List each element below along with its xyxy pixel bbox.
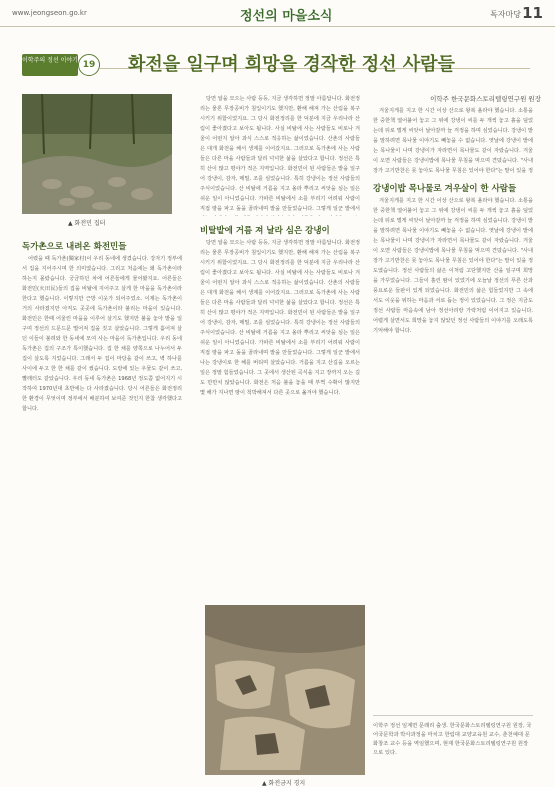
section-label: 독자마당 [490,10,521,19]
column-3-text [373,196,533,708]
series-label: 이학주의 정선 이야기 [22,54,78,76]
column-2-text [200,238,360,600]
column-1-paragraph: 어렸을 때 독가촌(獨家村)이 우리 동네에 생겼습니다. 강자기 정부에서 집을 지어주시며 한 의미였습니다. 그리고 처음에는 왜 독가촌이라 하는지 몰랐습니다. 궁금하던 차에 어른들에게 물어봤지요. 어른들은 화전민(火田民)들의 집을 비탈에 지어주고 살게 한 마을을 독가촌이라 한다고 했습니다. 이렇지만 근방 이웃가 되어주었소. 이제는 독가촌이 거의 사라졌지만 아직도 곳곳에 독가촌이라 불리는 마을이 있습니다. 화전민은 한때 어울린 마을을 이루어 살기도 했지만 불을 놓아 밭을 일구며 정선의 드문드문 떨어져 집을 짓고 살았습니다. 그렇게 흩어져 살던 이들이 불려와 한 동네에 모여 사는 마을이 독가촌입니다. 우리 동네 독가촌은 집의 구조가 특이했습니다. 집 한 채를 양쪽으로 나누어서 두 집이 살도록 지었습니다. 그래서 두 집이 마당을 같이 쓰고, 벽 하나를 사이에 두고 한 한 채를 같이 썼습니다. 도랑에 있는 우물도 같이 쓰고, 빨래터도 같았습니다. 우리 동네 독가촌은 1968년 정도쯤 없어지기 시작하여 1970년대 초반에는 다 사라졌습니다. 당시 어른들은 화전정리 한 환경이 무엇이며 정부에서 배분하여 보여준 것인지 한참 생각했다고 합니다. [22,256,182,412]
photo1-caption: ▲ 화전민 집터 [68,220,106,227]
column-3-paragraph: 겨울지게를 지고 한 시간 이상 산으로 왕복 올라야 했습니다. 소통을 한 중한책 열어붙어 놓고 그 위에 강냉이 씨를 두 개씩 놓고 흙을 덮었는데 뒤로 벌게 씨앗이 날아갈까 늘 걱정을 하며 심었습니다. 강냉이 밭을 말하려면 목나물 이야기도 빼놓을 수 없습니다. 엿날에 강냉이 밭에는 목나물이 나며 강냉이가 자라면서 목나물도 같이 자랐습니다. 겨울이 오면 사람들은 강냉이밥에 목나물 무침을 먹으며 견뎠습니다. "사내 장가 고기반찬은 못 놓아도 목나물 무침은 있어야 한다"는 말이 있을 정 [373,108,533,174]
column-2-top-text [200,94,360,216]
subheading-1: 독가촌으로 내려온 화전민들 [22,242,127,252]
page-number: 11 [522,4,543,22]
byline: 이학주 한국문화스토리텔링연구원 원장 [430,95,541,103]
column-2-paragraph-b: 당면 알을 모으는 사람 등등, 지금 생각하면 정말 아름답니다. 화전정리는 물론 무장공비가 침입이기도 했지만, 환해 해져 가는 산림을 복구시키기 위함이었지요. 그 당시 화전정리를 한 덕분에 지금 우리나라 산림이 좋아졌다고 보아도 됩니다. 사실 비탈에 사는 사람들도 비로나 겨울이 어떤지 알아 과식 스스로 적응하는 삶이었습니다. 산촌의 사람들은 대개 화전을 해서 생계를 이어갔지요. 그러므로 독가촌에 사는 사람들은 다른 마을 사람들과 달리 넉넉한 삶을 살았다고 합니다. 정선은 특히 산이 많고 평야가 적은 지역입니다. 화전민이 된 사람들은 밭을 일구어 강냉이, 감자, 메밀, 조를 심었습니다. 특히 강냉이는 정선 사람들의 주식이었습니다. 산 비탈에 거름을 지고 올라 뿌리고 씨앗을 심는 일은 쉬운 일이 아니었습니다. 가파른 비탈에서 소를 부리기 어려워 사람이 직접 땅을 파고 돌을 골라내며 밭을 만들었습니다. 그렇게 일군 밭에서 나는 강냉이로 한 해를 버티며 살았습니다. 거름을 지고 산길을 오르는 일은 정말 힘들었습니다. 그 곳에서 생산된 곡식을 지고 장까지 오는 길도 만만치 않았습니다. 화전은 처음 불을 놓을 때 부쩍 수확이 많지만 몇 해가 지나면 땅이 척박해져서 다른 곳으로 옮겨야 했습니다. [200,240,360,396]
magazine-logo: 정선의 마을소식 [240,9,333,24]
subheading-2: 비탈밭에 거름 져 날라 심은 강냉이 [200,226,330,236]
subheading-3: 강냉이밥 목나물로 겨우살이 한 사람들 [373,184,517,194]
site-url[interactable]: www.jeongseon.go.kr [12,9,87,17]
author-bio-text: 이학주 정선 임계면 문래리 출생. 한국문화스토리텔링연구원 원장, 국어국문학과 박사과정을 마치고 한림대 교양교육원 교수, 춘천예대 문화창조 교수 등을 역임했으며, 현재 한국문화스토리텔링연구원 원장으로 있다. [373,723,532,756]
column-2-paragraph: 당면 알을 모으는 사람 등등, 지금 생각하면 정말 아름답니다. 화전정리는 물론 무장공비가 침입이기도 했지만, 환해 해져 가는 산림을 복구시키기 위함이었지요. 그 당시 화전정리를 한 덕분에 지금 우리나라 산림이 좋아졌다고 보아도 됩니다. 사실 비탈에 사는 사람들도 비로나 겨울이 어떤지 알아 과식 스스로 적응하는 삶이었습니다. 산촌의 사람들은 대개 화전을 해서 생계를 이어갔지요. 그러므로 독가촌에 사는 사람들은 다른 마을 사람들과 달리 넉넉한 삶을 살았다고 합니다. 정선은 특히 산이 많고 평야가 적은 지역입니다. 화전민이 된 사람들은 밭을 일구어 강냉이, 감자, 메밀, 조를 심었습니다. 특히 강냉이는 정선 사람들의 주식이었습니다. 산 비탈에 거름을 지고 올라 뿌리고 씨앗을 심는 일은 쉬운 일이 아니었습니다. 가파른 비탈에서 소를 부리기 어려워 사람이 직접 땅을 파고 돌을 골라내며 밭을 만들었습니다. 그렇게 일군 밭에서 [200,96,360,212]
column-3-paragraph-b: 겨울지게를 지고 한 시간 이상 산으로 왕복 올라야 했습니다. 소통을 한 중한책 열어붙어 놓고 그 위에 강냉이 씨를 두 개씩 놓고 흙을 덮었는데 뒤로 벌게 씨앗이 날아갈까 늘 걱정을 하며 심었습니다. 강냉이 밭을 말하려면 목나물 이야기도 빼놓을 수 없습니다. 엿날에 강냉이 밭에는 목나물이 나며 강냉이가 자라면서 목나물도 같이 자랐습니다. 겨울이 오면 사람들은 강냉이밥에 목나물 무침을 먹으며 견뎠습니다. "사내 장가 고기반찬은 못 놓아도 목나물 무침은 있어야 한다"는 말이 있을 정도였습니다. 정선 사람들의 삶은 이처럼 고단했지만 산을 일구며 희망을 가꾸었습니다. 그들이 흘린 땀이 있었기에 오늘날 정선의 푸른 산과 풍요로운 들판이 있게 되었습니다. 화전민의 삶은 힘들었지만 그 속에서도 이웃을 위하는 마음과 서로 돕는 정이 있었습니다. 그 정은 지금도 정선 사람들 마음속에 남아 정선아리랑 가락처럼 이어지고 있습니다. 어렵게 살면서도 희망을 놓지 않았던 정선 사람들의 이야기를 오래도록 기억해야 합니다. [373,198,533,334]
column-1-text [22,254,182,774]
forbidden-field-photo [205,605,365,775]
photo2-caption: ▲ 화전금지 경지 [262,780,306,787]
author-bio [373,715,533,780]
article-title: 화전을 일구며 희망을 경작한 정선 사람들 [128,54,455,75]
column-3-top-text [373,106,533,176]
series-number: 19 [78,54,100,76]
page-header [0,0,555,27]
house-ruins-photo [22,94,172,214]
